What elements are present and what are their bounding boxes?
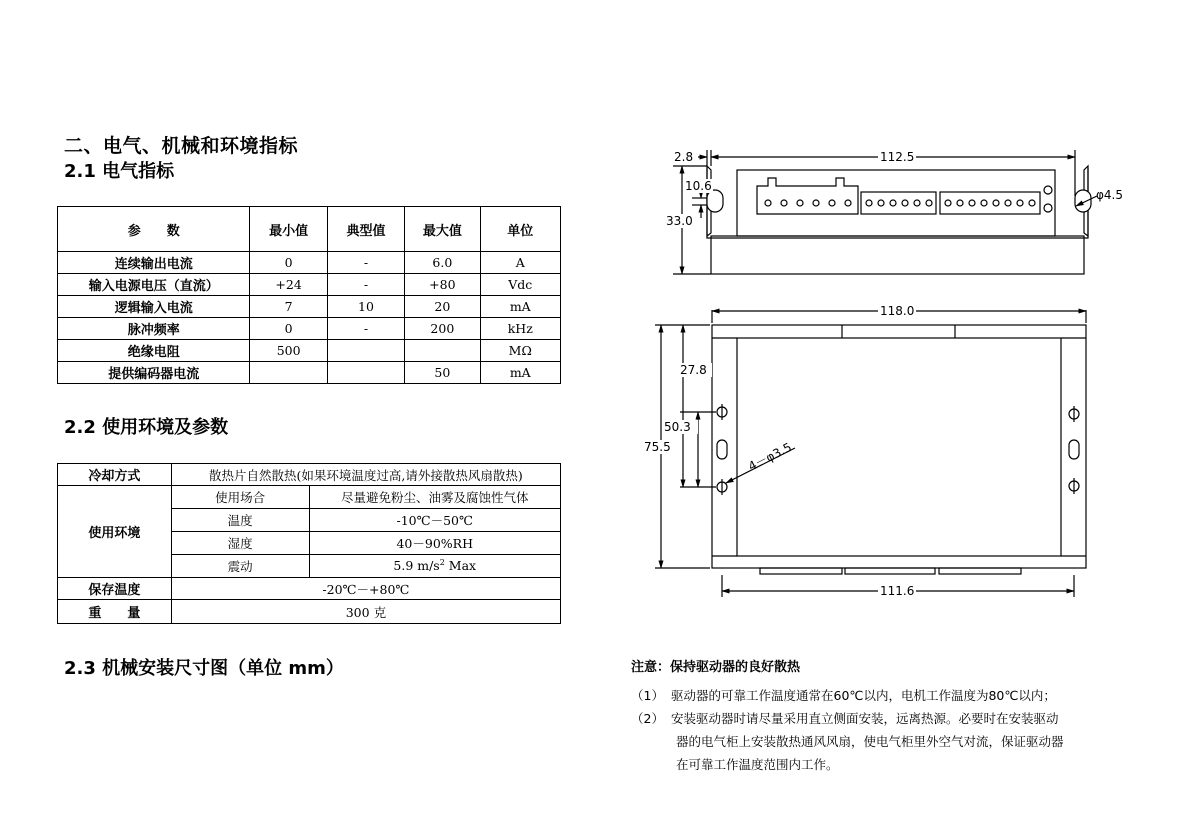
- typ-cell: [327, 362, 404, 384]
- note-list: [631, 684, 1151, 776]
- max-cell: 6.0: [405, 252, 480, 274]
- front-view: [655, 310, 1086, 597]
- terminal-block-1: [765, 200, 851, 206]
- unit-cell: A: [480, 252, 560, 274]
- table-row: [58, 362, 561, 384]
- note-item: [631, 707, 1151, 730]
- max-cell: 200: [405, 318, 480, 340]
- weight-label: 重 量: [58, 600, 172, 624]
- unit-cell: mA: [480, 362, 560, 384]
- vibration-exponent: 2: [439, 558, 445, 568]
- header-param: 参 数: [58, 207, 250, 252]
- unit-cell: MΩ: [480, 340, 560, 362]
- table-row: [58, 274, 561, 296]
- terminal-block-3: [945, 200, 1035, 206]
- storage-label: 保存温度: [58, 578, 172, 600]
- typ-cell: -: [327, 252, 404, 274]
- header-typ: 典型值: [327, 207, 404, 252]
- env-item-value: 尽量避免粉尘、油雾及腐蚀性气体: [309, 486, 561, 509]
- dim-27-8-label: 27.8: [680, 363, 707, 377]
- subsection-2-3-heading: 2.3 机械安装尺寸图（单位 mm）: [64, 658, 344, 679]
- section-heading: 二、电气、机械和环境指标: [64, 135, 299, 157]
- note-title: 注意：保持驱动器的良好散热: [631, 660, 801, 675]
- typ-cell: -: [327, 318, 404, 340]
- env-item-name: 湿度: [171, 532, 309, 555]
- typ-cell: -: [327, 274, 404, 296]
- dim-4-phi-3-5-label: 4－φ3.5: [746, 440, 794, 474]
- min-cell: 0: [250, 318, 327, 340]
- param-cell: 脉冲频率: [58, 318, 250, 340]
- max-cell: +80: [405, 274, 480, 296]
- max-cell: 50: [405, 362, 480, 384]
- env-item-value: [309, 555, 561, 578]
- min-cell: 500: [250, 340, 327, 362]
- table-row: [58, 296, 561, 318]
- dim-118-0-label: 118.0: [880, 304, 915, 318]
- typ-cell: 10: [327, 296, 404, 318]
- vibration-suffix: Max: [444, 558, 477, 574]
- unit-cell: Vdc: [480, 274, 560, 296]
- min-cell: +24: [250, 274, 327, 296]
- dim-33-0-label: 33.0: [666, 214, 693, 228]
- vibration-value: 5.9 m/s: [393, 558, 440, 574]
- note-continuation: 在可靠工作温度范围内工作。: [676, 757, 839, 772]
- env-item-value: -10℃－50℃: [309, 509, 561, 532]
- environment-table: [57, 463, 561, 624]
- env-item-value: 40－90%RH: [309, 532, 561, 555]
- max-cell: 20: [405, 296, 480, 318]
- note-number: （1）: [631, 688, 664, 703]
- min-cell: 7: [250, 296, 327, 318]
- dim-2-8-label: 2.8: [674, 150, 694, 164]
- table-row: [58, 340, 561, 362]
- table-row: [58, 252, 561, 274]
- cooling-value: 散热片自然散热(如果环境温度过高,请外接散热风扇散热): [171, 464, 560, 486]
- env-item-name: 温度: [171, 509, 309, 532]
- param-cell: 连续输出电流: [58, 252, 250, 274]
- header-min: 最小值: [250, 207, 327, 252]
- table-row: [58, 318, 561, 340]
- header-max: 最大值: [405, 207, 480, 252]
- env-item-name: 使用场合: [171, 486, 309, 509]
- note-number: （2）: [631, 711, 664, 726]
- dim-10-6-label: 10.6: [685, 179, 712, 193]
- storage-value: -20℃－+80℃: [171, 578, 560, 600]
- param-cell: 绝缘电阻: [58, 340, 250, 362]
- cooling-label: 冷却方式: [58, 464, 172, 486]
- use-env-label: 使用环境: [58, 486, 172, 578]
- param-cell: 输入电源电压（直流）: [58, 274, 250, 296]
- subsection-2-2-heading: 2.2 使用环境及参数: [64, 417, 229, 438]
- min-cell: 0: [250, 252, 327, 274]
- note-item: [631, 684, 1151, 707]
- dim-phi-4-5-label: φ4.5: [1096, 188, 1123, 202]
- dim-75-5-label: 75.5: [644, 440, 671, 454]
- note-text: 驱动器的可靠工作温度通常在60℃以内，电机工作温度为80℃以内；: [671, 688, 1056, 703]
- env-item-name: 震动: [171, 555, 309, 578]
- dim-111-6-label: 111.6: [880, 584, 915, 598]
- top-view: [673, 150, 1097, 274]
- electrical-spec-table: [57, 206, 561, 384]
- param-cell: 提供编码器电流: [58, 362, 250, 384]
- terminal-block-2: [866, 200, 932, 206]
- min-cell: [250, 362, 327, 384]
- unit-cell: kHz: [480, 318, 560, 340]
- subsection-2-1-heading: 2.1 电气指标: [64, 161, 175, 182]
- param-cell: 逻辑输入电流: [58, 296, 250, 318]
- note-text: 安装驱动器时请尽量采用直立侧面安装，远离热源。必要时在安装驱动: [671, 711, 1059, 726]
- unit-cell: mA: [480, 296, 560, 318]
- header-unit: 单位: [480, 207, 560, 252]
- dim-50-3-label: 50.3: [664, 420, 691, 434]
- max-cell: [405, 340, 480, 362]
- typ-cell: [327, 340, 404, 362]
- weight-value: 300 克: [171, 600, 560, 624]
- note-continuation: 器的电气柜上安装散热通风风扇，使电气柜里外空气对流，保证驱动器: [676, 734, 1064, 749]
- dim-112-5-label: 112.5: [880, 150, 915, 164]
- mechanical-drawing: [640, 140, 1140, 610]
